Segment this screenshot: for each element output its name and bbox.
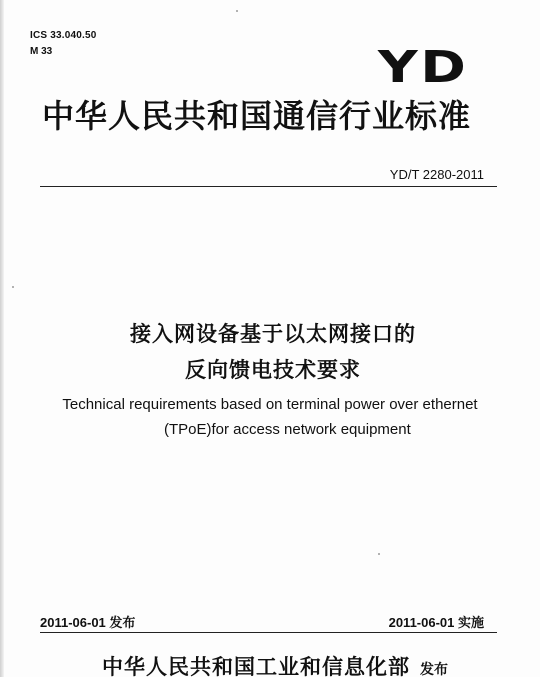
ics-code: ICS 33.040.50 — [30, 30, 97, 41]
header-divider — [40, 186, 497, 187]
issuer-row — [102, 651, 448, 677]
issuer-name: 中华人民共和国工业和信息化部 — [102, 655, 410, 677]
footer-divider — [40, 632, 497, 633]
title-chinese-line-2: 反向馈电技术要求 — [185, 358, 361, 382]
yd-logo: YD — [377, 42, 468, 93]
title-english-line-2: (TPoE)for access network equipment — [164, 421, 411, 438]
document-number: YD/T 2280-2011 — [389, 167, 484, 182]
standard-category-title: 中华人民共和国通信行业标准 — [42, 97, 472, 135]
scan-speck — [378, 553, 380, 555]
scan-speck — [236, 10, 238, 12]
classification-code: M 33 — [30, 46, 53, 57]
scan-speck — [12, 286, 14, 288]
title-chinese-line-1: 接入网设备基于以太网接口的 — [130, 322, 416, 346]
publish-date: 2011-06-01 发布 — [40, 615, 136, 630]
implementation-date: 2011-06-01 实施 — [388, 615, 484, 630]
title-english-line-1: Technical requirements based on terminal power over ethernet — [62, 396, 478, 413]
issuer-action: 发布 — [420, 662, 448, 677]
